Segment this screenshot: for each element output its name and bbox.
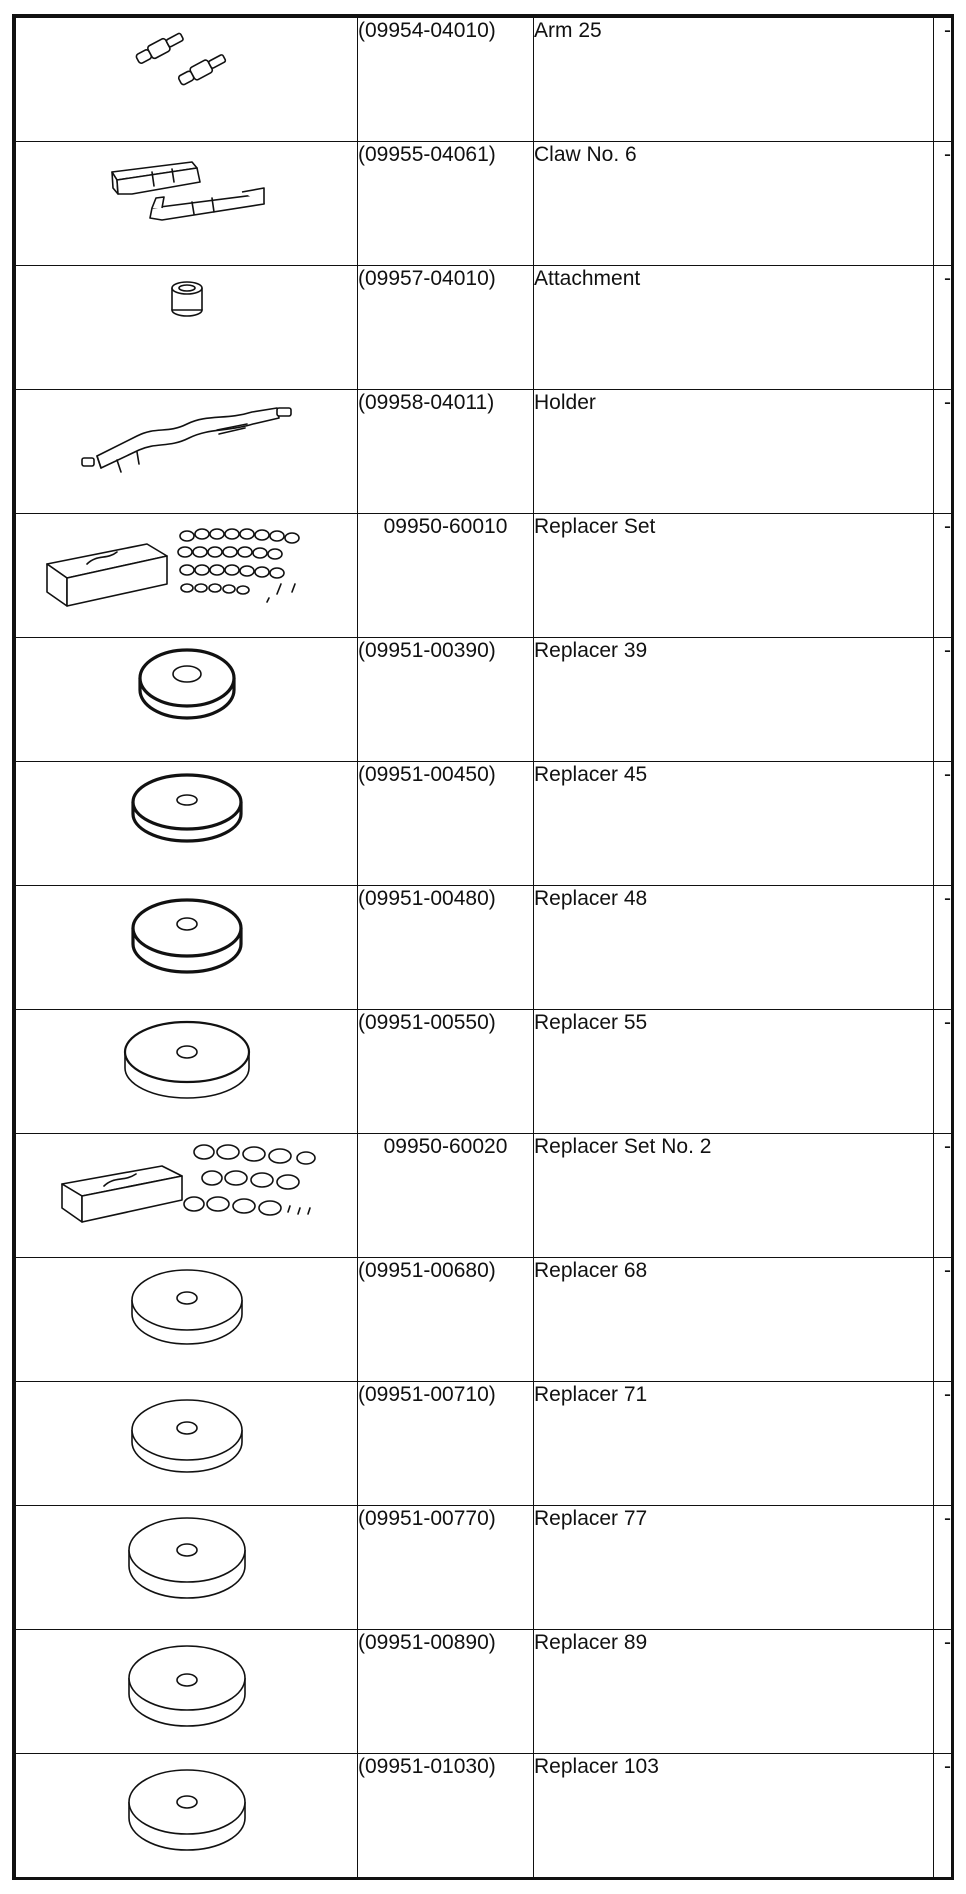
table-row [16, 1754, 952, 1878]
replacer-set-2-icon [52, 1134, 322, 1234]
note-cell: - [934, 886, 952, 1010]
table-row [16, 1506, 952, 1630]
note-cell: - [934, 1630, 952, 1754]
tool-name: Arm 25 [534, 18, 934, 142]
part-number: (09951-00450) [358, 762, 534, 886]
part-number: (09951-00710) [358, 1382, 534, 1506]
attachment-icon [157, 266, 217, 326]
tool-name: Replacer Set No. 2 [534, 1134, 934, 1258]
replacer-disc-icon [122, 1382, 252, 1482]
part-number: (09957-04010) [358, 266, 534, 390]
tool-image-cell [16, 1134, 358, 1258]
part-number: (09951-00550) [358, 1010, 534, 1134]
tool-name: Replacer 77 [534, 1506, 934, 1630]
part-number: (09951-00770) [358, 1506, 534, 1630]
note-cell: - [934, 1134, 952, 1258]
table-row [16, 1010, 952, 1134]
note-cell: - [934, 390, 952, 514]
tool-image-cell [16, 1258, 358, 1382]
replacer-disc-icon [119, 1506, 255, 1606]
claw-icon [92, 142, 282, 232]
replacer-disc-icon [119, 1754, 255, 1858]
note-cell: - [934, 1258, 952, 1382]
replacer-disc-icon [119, 1630, 255, 1734]
tool-table [15, 17, 952, 1878]
replacer-disc-icon [125, 762, 249, 852]
table-row [16, 1258, 952, 1382]
part-number: 09950-60020 [358, 1134, 534, 1258]
tool-image-cell [16, 762, 358, 886]
note-cell: - [934, 1754, 952, 1878]
replacer-disc-icon [132, 638, 242, 728]
note-cell: - [934, 1506, 952, 1630]
note-cell: - [934, 142, 952, 266]
table-row [16, 514, 952, 638]
tool-name: Replacer 39 [534, 638, 934, 762]
table-row [16, 142, 952, 266]
part-number: (09954-04010) [358, 18, 534, 142]
note-cell: - [934, 762, 952, 886]
replacer-disc-icon [125, 886, 249, 980]
tool-image-cell [16, 1010, 358, 1134]
tool-image-cell [16, 638, 358, 762]
part-number: (09955-04061) [358, 142, 534, 266]
table-row [16, 1134, 952, 1258]
tool-name: Replacer 55 [534, 1010, 934, 1134]
arm-icon [127, 18, 247, 88]
table-row [16, 886, 952, 1010]
tool-name: Replacer Set [534, 514, 934, 638]
tool-image-cell [16, 18, 358, 142]
part-number: (09951-00480) [358, 886, 534, 1010]
tool-name: Attachment [534, 266, 934, 390]
table-row [16, 266, 952, 390]
note-cell: - [934, 18, 952, 142]
note-cell: - [934, 266, 952, 390]
part-number: (09951-00890) [358, 1630, 534, 1754]
tool-name: Replacer 45 [534, 762, 934, 886]
tool-table-frame [12, 14, 954, 1880]
table-row [16, 1382, 952, 1506]
table-row [16, 18, 952, 142]
part-number: (09951-01030) [358, 1754, 534, 1878]
tool-image-cell [16, 266, 358, 390]
replacer-disc-icon [122, 1258, 252, 1354]
tool-name: Replacer 103 [534, 1754, 934, 1878]
tool-image-cell [16, 1630, 358, 1754]
tool-name: Claw No. 6 [534, 142, 934, 266]
replacer-set-icon [37, 514, 337, 614]
table-row [16, 390, 952, 514]
part-number: 09950-60010 [358, 514, 534, 638]
tool-name: Replacer 89 [534, 1630, 934, 1754]
table-row [16, 638, 952, 762]
replacer-disc-icon [117, 1010, 257, 1106]
tool-name: Replacer 68 [534, 1258, 934, 1382]
part-number: (09951-00390) [358, 638, 534, 762]
tool-image-cell [16, 1382, 358, 1506]
tool-name: Replacer 71 [534, 1382, 934, 1506]
table-row [16, 1630, 952, 1754]
tool-image-cell [16, 514, 358, 638]
note-cell: - [934, 638, 952, 762]
note-cell: - [934, 1010, 952, 1134]
holder-icon [77, 390, 297, 480]
tool-image-cell [16, 142, 358, 266]
tool-image-cell [16, 886, 358, 1010]
tool-name: Replacer 48 [534, 886, 934, 1010]
table-row [16, 762, 952, 886]
note-cell: - [934, 514, 952, 638]
tool-image-cell [16, 1506, 358, 1630]
note-cell: - [934, 1382, 952, 1506]
part-number: (09951-00680) [358, 1258, 534, 1382]
tool-name: Holder [534, 390, 934, 514]
tool-image-cell [16, 390, 358, 514]
part-number: (09958-04011) [358, 390, 534, 514]
tool-image-cell [16, 1754, 358, 1878]
